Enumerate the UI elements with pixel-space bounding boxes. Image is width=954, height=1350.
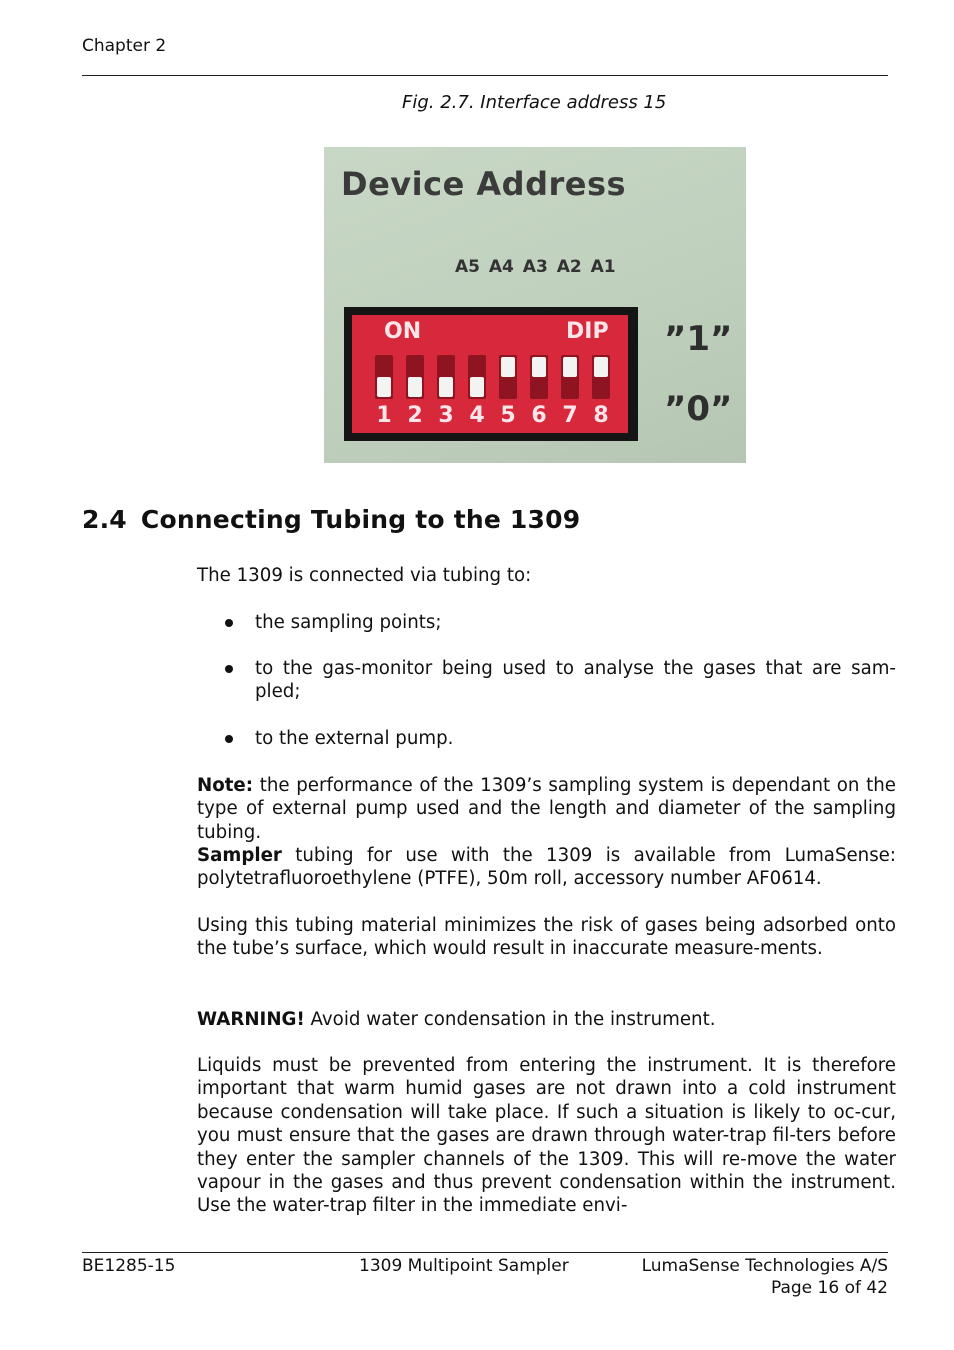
state-zero-label: ”0” <box>664 389 733 429</box>
dip-switch-4 <box>468 355 486 399</box>
dip-switch-3 <box>437 355 455 399</box>
switch-number: 2 <box>407 403 423 428</box>
switch-number: 8 <box>593 403 609 428</box>
dip-switch-2 <box>406 355 424 399</box>
section-heading <box>82 505 580 534</box>
header-rule <box>82 75 888 76</box>
warning-label: WARNING! <box>197 1009 305 1030</box>
figure-caption: Fig. 2.7. Interface address 15 <box>402 92 667 113</box>
switch-number: 3 <box>438 403 454 428</box>
sampler-text: tubing for use with the 1309 is available from LumaSense: polytetrafluoroethylene (PTFE), 50m roll, accessory number AF0614. <box>197 845 896 890</box>
chapter-header: Chapter 2 <box>82 36 167 56</box>
device-address-photo <box>324 147 746 463</box>
switch-number: 7 <box>562 403 578 428</box>
dip-switch-5 <box>499 355 517 399</box>
switch-number: 1 <box>376 403 392 428</box>
section-title: Connecting Tubing to the 1309 <box>140 505 581 534</box>
intro-paragraph: The 1309 is connected via tubing to: <box>197 565 532 586</box>
footer-product: 1309 Multipoint Sampler <box>359 1256 569 1276</box>
list-item-text: the sampling points; <box>255 612 442 633</box>
footer-company: LumaSense Technologies A/S <box>641 1256 888 1276</box>
bullet-icon <box>225 735 233 743</box>
dip-label: DIP <box>566 319 609 344</box>
footer-doc-id: BE1285-15 <box>82 1256 176 1276</box>
switch-number: 5 <box>500 403 516 428</box>
state-one-label: ”1” <box>664 319 733 359</box>
sampler-label: Sampler <box>197 845 282 866</box>
bullet-icon <box>225 619 233 627</box>
list-item-text: to the external pump. <box>255 728 454 749</box>
footer-page-number: Page 16 of 42 <box>770 1278 888 1298</box>
list-item-text: to the gas-monitor being used to analyse the gases that are sam-pled; <box>255 658 896 703</box>
dip-on-label: ON <box>384 319 422 344</box>
dip-switch-7 <box>561 355 579 399</box>
note-text: the performance of the 1309’s sampling system is dependant on the type of external pump used and the length and diameter of the sampling tubing. <box>197 775 896 843</box>
footer-rule <box>82 1252 888 1253</box>
note-label: Note: <box>197 775 254 796</box>
warning-text: Avoid water condensation in the instrument. <box>304 1009 716 1030</box>
section-number: 2.4 <box>82 505 127 534</box>
dip-switch-8 <box>592 355 610 399</box>
liquids-paragraph: Liquids must be prevented from entering the instrument. It is therefore important that warm humid gases are not drawn into a cold instrument because condensation will take place. If such a situation is likely to oc-cur, you must ensure that the gases are drawn through water-trap fil-ters before they enter the sampler channels of the 1309. This will re-move the water vapour in the gases and thus prevent condensation within the instrument. Use the water-trap filter in the immediate envi- <box>197 1055 896 1217</box>
note-paragraph <box>197 774 896 844</box>
photo-title: Device Address <box>341 165 627 203</box>
switch-number: 4 <box>469 403 485 428</box>
address-labels: A5 A4 A3 A2 A1 <box>455 257 616 277</box>
dip-switch-6 <box>530 355 548 399</box>
sampler-paragraph <box>197 844 896 891</box>
dip-switch-1 <box>375 355 393 399</box>
bullet-icon <box>225 665 233 673</box>
tubing-paragraph: Using this tubing material minimizes the risk of gases being adsorbed onto the tube’s surface, which would result in inaccurate measure-ments. <box>197 915 896 960</box>
switch-number: 6 <box>531 403 547 428</box>
warning-paragraph <box>197 1008 896 1031</box>
